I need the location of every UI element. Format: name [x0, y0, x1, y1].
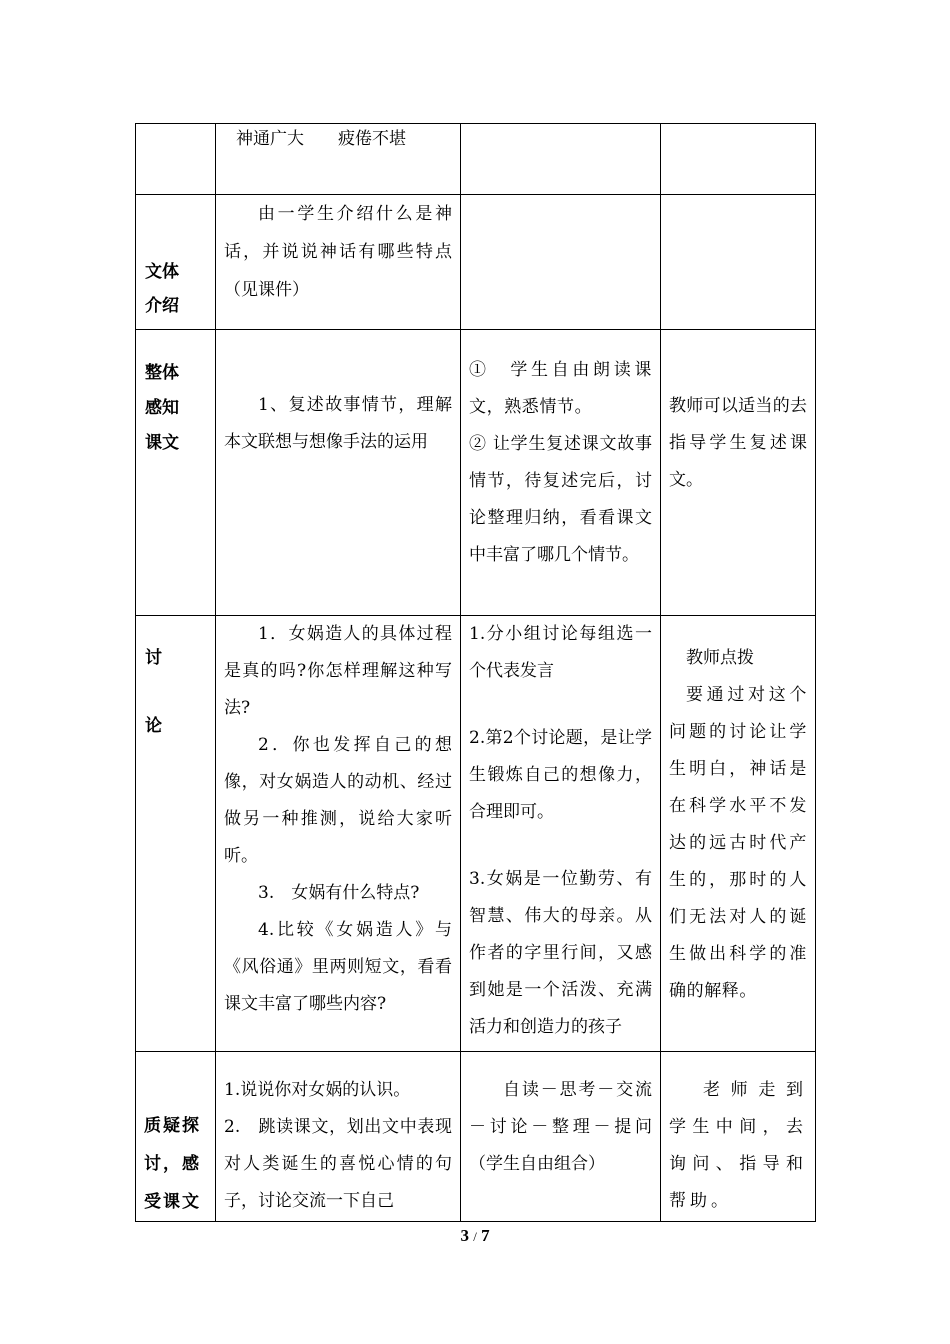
activity-cell — [461, 330, 661, 616]
question-paragraph: 2．你也发挥自己的想像，对女娲造人的动机、经过做另一种推测，说给大家听听。 — [224, 735, 452, 866]
content-paragraph: 2. 跳读课文，划出文中表现对人类诞生的喜悦心情的句子，讨论交流一下自己 — [224, 1117, 452, 1211]
activity-paragraph: 1.分小组讨论每组选一个代表发言 — [469, 624, 652, 681]
stage-label: 介绍 — [145, 296, 179, 316]
activity-paragraph: ① 学生自由朗读课文，熟悉情节。 — [469, 360, 652, 417]
stage-label: 整体 — [145, 363, 179, 383]
vocab-line: 神通广大 疲倦不堪 — [236, 129, 406, 149]
page-number — [0, 1226, 950, 1246]
stage-label: 质疑探 — [144, 1116, 201, 1136]
content-cell — [216, 195, 461, 330]
content-paragraph: 由一学生介绍什么是神话，并说说神话有哪些特点（见课件） — [224, 204, 452, 300]
stage-cell — [136, 330, 216, 616]
stage-label: 讨，感 — [144, 1154, 201, 1174]
activity-cell — [461, 1052, 661, 1222]
stage-label: 受课文 — [144, 1192, 201, 1212]
content-cell — [216, 124, 461, 195]
stage-label: 课文 — [145, 433, 179, 453]
note-paragraph: 要通过对这个问题的讨论让学生明白，神话是在科学水平不发达的远古时代产生的，那时的人们无法对人的诞生做出科学的准确的解释。 — [669, 685, 807, 1001]
page-current: 3 — [460, 1226, 469, 1245]
note-cell — [661, 616, 816, 1052]
content-paragraph: 1.说说你对女娲的认识。 — [224, 1080, 411, 1100]
question-paragraph: 1．女娲造人的具体过程是真的吗?你怎样理解这种写法? — [224, 624, 452, 718]
question-paragraph: 3. 女娲有什么特点? — [258, 883, 420, 903]
content-cell — [216, 616, 461, 1052]
page-total: 7 — [481, 1226, 490, 1245]
activity-cell — [461, 195, 661, 330]
question-paragraph: 4.比较《女娲造人》与《风俗通》里两则短文，看看课文丰富了哪些内容? — [224, 920, 452, 1014]
table-row — [136, 1052, 816, 1222]
note-cell — [661, 124, 816, 195]
note-paragraph: 老师走到学生中间，去询问、指导和帮助。 — [669, 1080, 807, 1211]
stage-label: 感知 — [145, 398, 179, 418]
stage-cell — [136, 195, 216, 330]
note-cell — [661, 1052, 816, 1222]
activity-paragraph: 3.女娲是一位勤劳、有智慧、伟大的母亲。从作者的字里行间，又感到她是一个活泼、充满活力和创造力的孩子 — [469, 869, 652, 1037]
table-row — [136, 616, 816, 1052]
stage-cell — [136, 1052, 216, 1222]
activity-paragraph: 2.第2个讨论题，是让学生锻炼自己的想像力，合理即可。 — [469, 728, 652, 822]
lesson-plan-table — [135, 123, 816, 1222]
note-heading: 教师点拨 — [686, 648, 754, 668]
content-cell — [216, 330, 461, 616]
note-paragraph: 教师可以适当的去指导学生复述课文。 — [669, 396, 807, 490]
table-row — [136, 330, 816, 616]
stage-cell — [136, 616, 216, 1052]
activity-cell — [461, 124, 661, 195]
stage-label: 文体 — [145, 262, 179, 282]
page-separator: / — [473, 1229, 477, 1244]
activity-cell — [461, 616, 661, 1052]
table-row — [136, 124, 816, 195]
stage-label: 论 — [145, 716, 162, 736]
table-row — [136, 195, 816, 330]
content-cell — [216, 1052, 461, 1222]
activity-paragraph: ② 让学生复述课文故事情节，待复述完后，讨论整理归纳，看看课文中丰富了哪几个情节。 — [469, 434, 652, 565]
note-cell — [661, 195, 816, 330]
activity-paragraph: 自读－思考－交流－讨论－整理－提问（学生自由组合） — [469, 1080, 652, 1174]
stage-label: 讨 — [145, 648, 162, 668]
note-cell — [661, 330, 816, 616]
content-paragraph: 1、复述故事情节，理解本文联想与想像手法的运用 — [224, 395, 452, 452]
stage-cell — [136, 124, 216, 195]
